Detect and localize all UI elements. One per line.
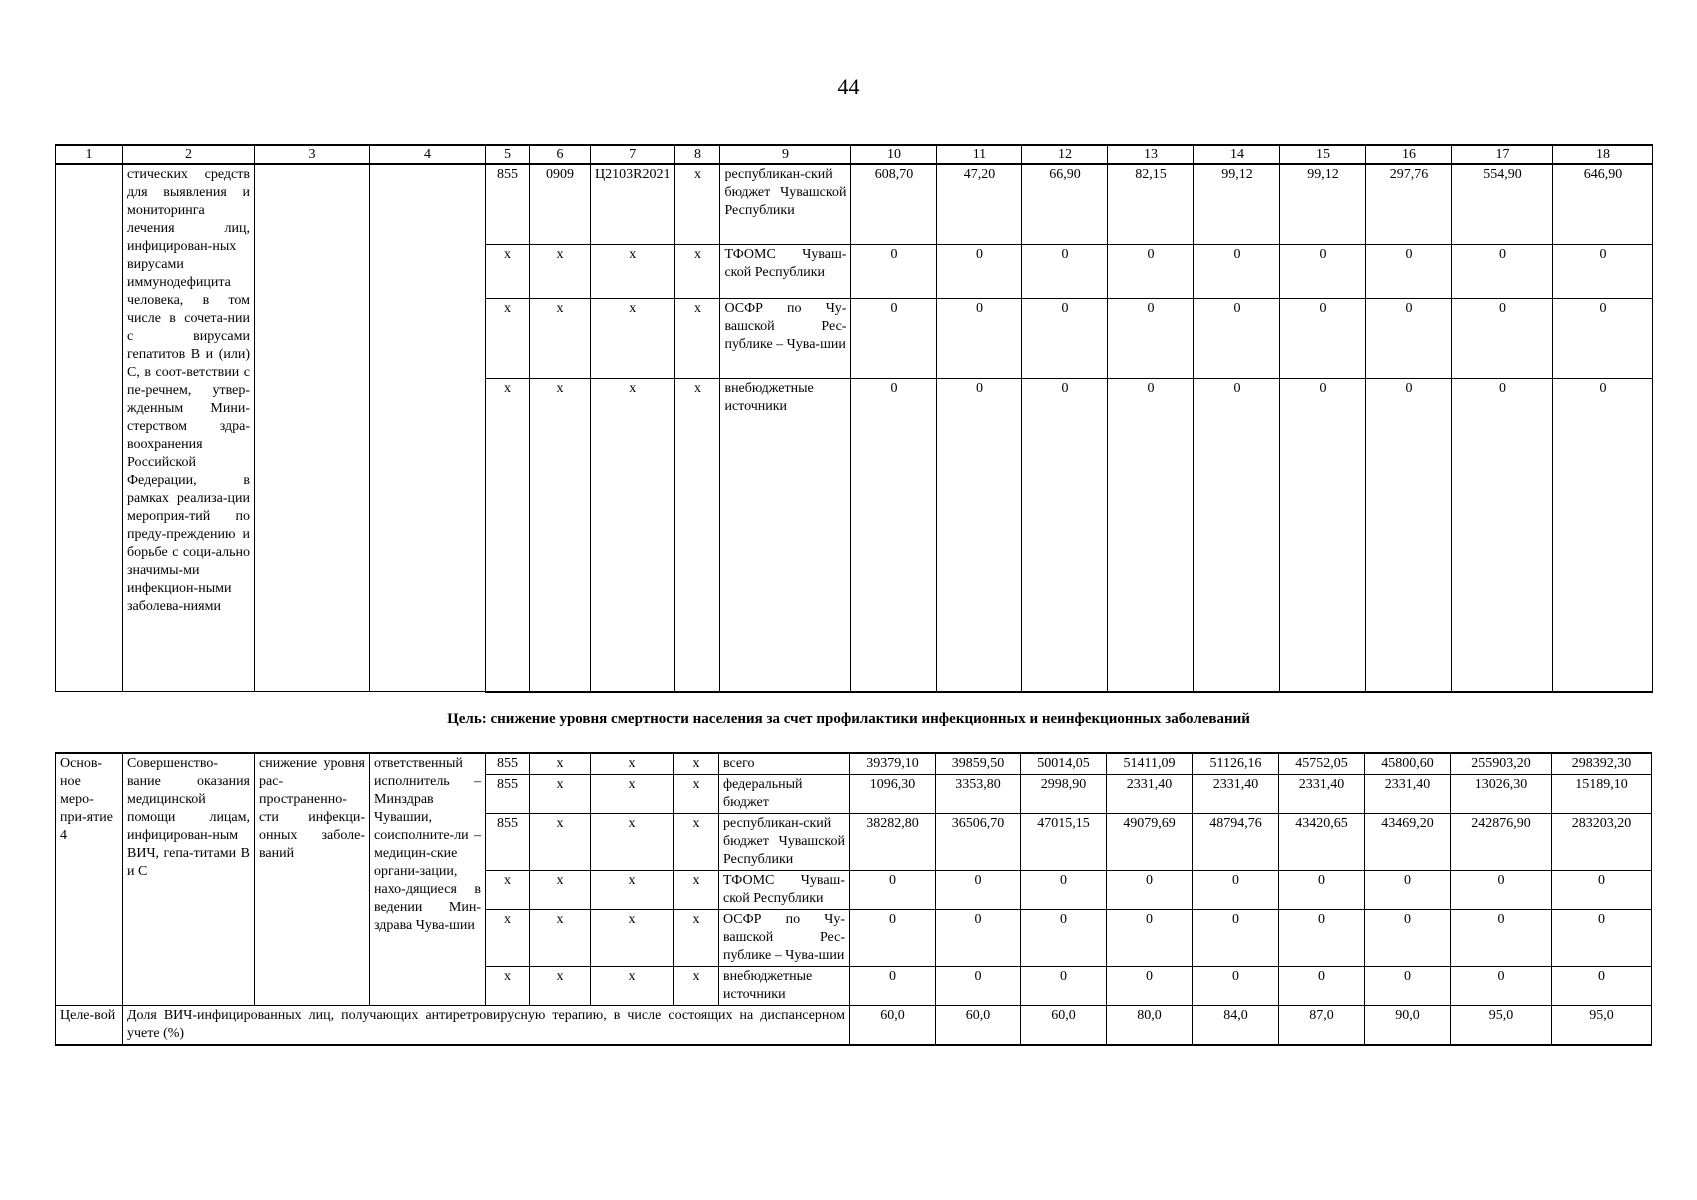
measure-executors: ответственный исполнитель – Минздрав Чувашии, соисполните-ли – медицин-ские органи-зации, нахо-дящиеся в ведении Мин-здрава Чува-шии	[370, 753, 486, 1006]
value-cell: 1096,30	[850, 775, 936, 814]
value-cell: 0	[1021, 871, 1107, 910]
value-cell: 0	[1451, 967, 1552, 1006]
column-number: 3	[255, 145, 370, 164]
value-cell: 45752,05	[1279, 753, 1365, 775]
value-cell: 0	[1552, 967, 1652, 1006]
target-value: 95,0	[1552, 1006, 1652, 1046]
value-cell: 0	[1553, 378, 1653, 692]
funding-source: республикан-ский бюджет Чувашской Республики	[719, 814, 850, 871]
cell-c5: x	[486, 910, 530, 967]
value-cell: 0	[1452, 299, 1553, 378]
cell-c6: x	[530, 871, 591, 910]
funding-source: республикан-ский бюджет Чувашской Республики	[720, 164, 851, 244]
measure-goal: снижение уровня рас-пространенно-сти инфекци-онных заболе-ваний	[255, 753, 370, 1006]
value-cell: 2331,40	[1193, 775, 1279, 814]
column-number: 15	[1280, 145, 1366, 164]
value-cell: 554,90	[1452, 164, 1553, 244]
value-cell: 51126,16	[1193, 753, 1279, 775]
value-cell: 36506,70	[936, 814, 1021, 871]
value-cell: 0	[936, 910, 1021, 967]
cell-c5: x	[486, 244, 530, 298]
column-number: 16	[1366, 145, 1452, 164]
value-cell: 66,90	[1022, 164, 1108, 244]
value-cell: 0	[1022, 299, 1108, 378]
target-indicator-row	[56, 1006, 1652, 1046]
value-cell: 0	[1452, 378, 1553, 692]
value-cell: 0	[937, 378, 1022, 692]
value-cell: 0	[1193, 871, 1279, 910]
column-number: 5	[486, 145, 530, 164]
cell-c8: x	[675, 164, 720, 244]
cell-c5: x	[486, 378, 530, 692]
value-cell: 0	[937, 244, 1022, 298]
column-number: 4	[370, 145, 486, 164]
target-label: Целе-вой	[56, 1006, 123, 1046]
cell-c5: x	[486, 871, 530, 910]
value-cell: 2998,90	[1021, 775, 1107, 814]
value-cell: 3353,80	[936, 775, 1021, 814]
value-cell: 0	[850, 871, 936, 910]
value-cell: 0	[1279, 967, 1365, 1006]
cell-c6: x	[530, 244, 591, 298]
cell-c7: x	[591, 244, 675, 298]
value-cell: 39379,10	[850, 753, 936, 775]
target-value: 60,0	[1021, 1006, 1107, 1046]
cell-c6: x	[530, 814, 591, 871]
cell-c8: x	[674, 967, 719, 1006]
cell-c7: x	[591, 775, 674, 814]
target-value: 84,0	[1193, 1006, 1279, 1046]
value-cell: 49079,69	[1107, 814, 1193, 871]
cell-c6: x	[530, 775, 591, 814]
cell-c5: x	[486, 967, 530, 1006]
column-number-row	[56, 145, 1653, 164]
cell-c7: x	[591, 871, 674, 910]
table-row	[56, 164, 1653, 244]
empty-cell	[370, 164, 486, 692]
target-value: 95,0	[1451, 1006, 1552, 1046]
value-cell: 82,15	[1108, 164, 1194, 244]
value-cell: 0	[851, 378, 937, 692]
value-cell: 0	[1366, 378, 1452, 692]
value-cell: 2331,40	[1279, 775, 1365, 814]
column-number: 6	[530, 145, 591, 164]
value-cell: 45800,60	[1365, 753, 1451, 775]
cell-c8: x	[675, 244, 720, 298]
column-number: 17	[1452, 145, 1553, 164]
value-cell: 0	[1108, 244, 1194, 298]
value-cell: 0	[1194, 378, 1280, 692]
funding-source: ОСФР по Чу-вашской Рес-публике – Чува-шии	[719, 910, 850, 967]
column-number: 9	[720, 145, 851, 164]
funding-source: федеральный бюджет	[719, 775, 850, 814]
value-cell: 0	[1194, 244, 1280, 298]
cell-c8: x	[674, 814, 719, 871]
cell-c6: 0909	[530, 164, 591, 244]
value-cell: 0	[1279, 910, 1365, 967]
target-value: 60,0	[936, 1006, 1021, 1046]
column-number: 18	[1553, 145, 1653, 164]
value-cell: 48794,76	[1193, 814, 1279, 871]
value-cell: 0	[850, 910, 936, 967]
value-cell: 0	[1193, 910, 1279, 967]
value-cell: 0	[1107, 871, 1193, 910]
cell-c6: x	[530, 910, 591, 967]
budget-table-measure-4	[55, 752, 1652, 1046]
cell-c7: x	[591, 753, 674, 775]
value-cell: 50014,05	[1021, 753, 1107, 775]
value-cell: 0	[1451, 871, 1552, 910]
funding-source: ТФОМС Чуваш-ской Республики	[720, 244, 851, 298]
cell-c7: x	[591, 967, 674, 1006]
value-cell: 0	[1021, 967, 1107, 1006]
value-cell: 242876,90	[1451, 814, 1552, 871]
value-cell: 0	[1552, 871, 1652, 910]
value-cell: 0	[1552, 910, 1652, 967]
cell-c6: x	[530, 753, 591, 775]
value-cell: 0	[851, 244, 937, 298]
cell-c7: x	[591, 378, 675, 692]
value-cell: 0	[1553, 299, 1653, 378]
value-cell: 0	[1021, 910, 1107, 967]
value-cell: 0	[1280, 244, 1366, 298]
cell-c8: x	[675, 299, 720, 378]
value-cell: 0	[1452, 244, 1553, 298]
column-number: 1	[56, 145, 123, 164]
value-cell: 0	[1107, 910, 1193, 967]
value-cell: 99,12	[1280, 164, 1366, 244]
value-cell: 47015,15	[1021, 814, 1107, 871]
value-cell: 0	[1194, 299, 1280, 378]
target-value: 87,0	[1279, 1006, 1365, 1046]
value-cell: 646,90	[1553, 164, 1653, 244]
value-cell: 99,12	[1194, 164, 1280, 244]
empty-cell	[56, 164, 123, 692]
value-cell: 0	[851, 299, 937, 378]
column-number: 12	[1022, 145, 1108, 164]
cell-c8: x	[674, 871, 719, 910]
funding-source: всего	[719, 753, 850, 775]
table-row	[56, 753, 1652, 775]
value-cell: 13026,30	[1451, 775, 1552, 814]
value-cell: 0	[936, 967, 1021, 1006]
value-cell: 2331,40	[1107, 775, 1193, 814]
value-cell: 47,20	[937, 164, 1022, 244]
value-cell: 0	[1108, 378, 1194, 692]
cell-c5: 855	[486, 753, 530, 775]
cell-c7: x	[591, 814, 674, 871]
value-cell: 255903,20	[1451, 753, 1552, 775]
column-number: 11	[937, 145, 1022, 164]
value-cell: 0	[850, 967, 936, 1006]
value-cell: 51411,09	[1107, 753, 1193, 775]
value-cell: 43469,20	[1365, 814, 1451, 871]
cell-c8: x	[674, 753, 719, 775]
funding-source: ОСФР по Чу-вашской Рес-публике – Чува-шии	[720, 299, 851, 378]
cell-c8: x	[674, 910, 719, 967]
target-value: 60,0	[850, 1006, 936, 1046]
value-cell: 39859,50	[936, 753, 1021, 775]
value-cell: 15189,10	[1552, 775, 1652, 814]
cell-c7: x	[591, 910, 674, 967]
cell-c6: x	[530, 967, 591, 1006]
measure-description: стических средств для выявления и мониторинга лечения лиц, инфицирован-ных вирусами иммунодефицита человека, в том числе в сочета-нии с вирусами гепатитов B и (или) C, в соот-ветствии с пе-речнем, утвер-жденным Мини-стерством здра-воохранения Российской Федерации, в рамках реализа-ции мероприя-тий по преду-преждению и борьбе с соци-ально значимы-ми инфекцион-ными заболева-ниями	[123, 164, 255, 692]
value-cell: 608,70	[851, 164, 937, 244]
value-cell: 0	[1365, 967, 1451, 1006]
target-indicator-text: Доля ВИЧ-инфицированных лиц, получающих антиретровирусную терапию, в числе состоящих на диспансерном учете (%)	[123, 1006, 850, 1046]
value-cell: 298392,30	[1552, 753, 1652, 775]
value-cell: 0	[936, 871, 1021, 910]
value-cell: 0	[1193, 967, 1279, 1006]
cell-c5: 855	[486, 775, 530, 814]
cell-c6: x	[530, 378, 591, 692]
value-cell: 0	[1107, 967, 1193, 1006]
cell-c5: x	[486, 299, 530, 378]
value-cell: 0	[1279, 871, 1365, 910]
value-cell: 0	[1365, 871, 1451, 910]
empty-cell	[255, 164, 370, 692]
funding-source: внебюджетные источники	[719, 967, 850, 1006]
goal-heading: Цель: снижение уровня смертности населения за счет профилактики инфекционных и неинфекционных заболеваний	[447, 711, 1250, 727]
cell-c8: x	[674, 775, 719, 814]
target-value: 80,0	[1107, 1006, 1193, 1046]
value-cell: 0	[1365, 910, 1451, 967]
value-cell: 0	[1108, 299, 1194, 378]
value-cell: 0	[1366, 299, 1452, 378]
value-cell: 2331,40	[1365, 775, 1451, 814]
cell-c7: x	[591, 299, 675, 378]
measure-title: Совершенство-вание оказания медицинской помощи лицам, инфицирован-ным ВИЧ, гепа-титами B и C	[123, 753, 255, 1006]
cell-c7: Ц2103R2021	[591, 164, 675, 244]
column-number: 2	[123, 145, 255, 164]
funding-source: внебюджетные источники	[720, 378, 851, 692]
value-cell: 0	[1553, 244, 1653, 298]
value-cell: 0	[1451, 910, 1552, 967]
value-cell: 283203,20	[1552, 814, 1652, 871]
value-cell: 0	[937, 299, 1022, 378]
measure-number: Основ-ное меро-при-ятие 4	[56, 753, 123, 1006]
value-cell: 0	[1280, 378, 1366, 692]
value-cell: 0	[1280, 299, 1366, 378]
cell-c8: x	[675, 378, 720, 692]
value-cell: 0	[1022, 244, 1108, 298]
cell-c5: 855	[486, 164, 530, 244]
value-cell: 38282,80	[850, 814, 936, 871]
column-number: 8	[675, 145, 720, 164]
value-cell: 297,76	[1366, 164, 1452, 244]
cell-c6: x	[530, 299, 591, 378]
column-number: 7	[591, 145, 675, 164]
budget-table-continuation	[55, 144, 1653, 693]
column-number: 13	[1108, 145, 1194, 164]
column-number: 10	[851, 145, 937, 164]
target-value: 90,0	[1365, 1006, 1451, 1046]
column-number: 14	[1194, 145, 1280, 164]
value-cell: 43420,65	[1279, 814, 1365, 871]
value-cell: 0	[1366, 244, 1452, 298]
funding-source: ТФОМС Чуваш-ской Республики	[719, 871, 850, 910]
page-number: 44	[837, 74, 860, 99]
cell-c5: 855	[486, 814, 530, 871]
value-cell: 0	[1022, 378, 1108, 692]
